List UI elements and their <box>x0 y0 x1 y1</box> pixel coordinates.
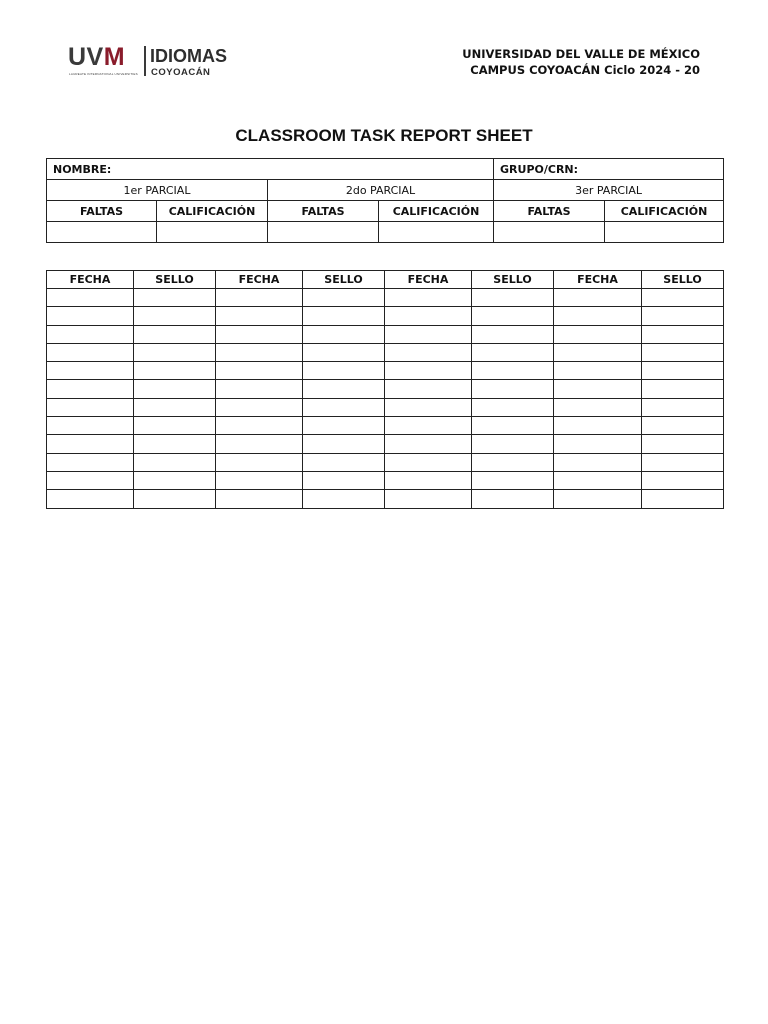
table-row <box>47 435 724 453</box>
fecha-cell[interactable] <box>554 362 642 380</box>
faltas-header: FALTAS <box>47 201 157 222</box>
calificacion-1-cell[interactable] <box>157 222 268 243</box>
fecha-cell[interactable] <box>216 325 303 343</box>
fecha-cell[interactable] <box>385 325 472 343</box>
table-row <box>47 343 724 361</box>
sello-cell[interactable] <box>472 417 554 435</box>
fecha-cell[interactable] <box>47 453 134 471</box>
logo-idiomas-text: IDIOMAS <box>150 46 228 66</box>
fecha-cell[interactable] <box>385 417 472 435</box>
university-header <box>462 46 700 78</box>
calificacion-header: CALIFICACIÓN <box>379 201 494 222</box>
fecha-cell[interactable] <box>385 343 472 361</box>
sello-header: SELLO <box>303 271 385 289</box>
sello-cell[interactable] <box>303 490 385 508</box>
sello-cell[interactable] <box>303 343 385 361</box>
faltas-header: FALTAS <box>494 201 605 222</box>
sello-cell[interactable] <box>303 435 385 453</box>
sello-cell[interactable] <box>134 343 216 361</box>
fecha-cell[interactable] <box>47 325 134 343</box>
sello-cell[interactable] <box>303 453 385 471</box>
fecha-cell[interactable] <box>216 490 303 508</box>
sello-cell[interactable] <box>134 307 216 325</box>
sello-cell[interactable] <box>303 417 385 435</box>
fecha-cell[interactable] <box>385 453 472 471</box>
fecha-header: FECHA <box>216 271 303 289</box>
student-info-table <box>46 158 724 243</box>
fecha-cell[interactable] <box>554 380 642 398</box>
sello-cell[interactable] <box>472 435 554 453</box>
faltas-header: FALTAS <box>268 201 379 222</box>
fecha-cell[interactable] <box>554 325 642 343</box>
nombre-label: NOMBRE: <box>53 162 112 176</box>
fecha-cell[interactable] <box>47 490 134 508</box>
fecha-cell[interactable] <box>385 380 472 398</box>
table-row <box>47 471 724 489</box>
calificacion-3-cell[interactable] <box>605 222 724 243</box>
sello-cell[interactable] <box>134 362 216 380</box>
sello-header: SELLO <box>472 271 554 289</box>
table-row <box>47 307 724 325</box>
sello-cell[interactable] <box>472 325 554 343</box>
fecha-cell[interactable] <box>216 398 303 416</box>
fecha-cell[interactable] <box>47 343 134 361</box>
sello-cell[interactable] <box>472 343 554 361</box>
fecha-cell[interactable] <box>554 417 642 435</box>
fecha-cell[interactable] <box>554 471 642 489</box>
page-title: CLASSROOM TASK REPORT SHEET <box>235 126 533 145</box>
sello-cell[interactable] <box>642 380 724 398</box>
sello-cell[interactable] <box>134 289 216 307</box>
sello-header: SELLO <box>134 271 216 289</box>
fecha-cell[interactable] <box>385 307 472 325</box>
parcial-1-header: 1er PARCIAL <box>47 180 268 201</box>
fecha-cell[interactable] <box>216 435 303 453</box>
table-row <box>47 398 724 416</box>
sello-cell[interactable] <box>472 307 554 325</box>
logo-uvm-text: UVM <box>68 43 126 71</box>
sello-cell[interactable] <box>472 289 554 307</box>
table-row <box>47 289 724 307</box>
sello-cell[interactable] <box>303 307 385 325</box>
sello-cell[interactable] <box>642 417 724 435</box>
fecha-cell[interactable] <box>216 343 303 361</box>
fecha-cell[interactable] <box>216 289 303 307</box>
sello-cell[interactable] <box>134 471 216 489</box>
faltas-1-cell[interactable] <box>47 222 157 243</box>
fecha-cell[interactable] <box>47 380 134 398</box>
faltas-2-cell[interactable] <box>268 222 379 243</box>
fecha-cell[interactable] <box>554 289 642 307</box>
sello-cell[interactable] <box>134 398 216 416</box>
sello-cell[interactable] <box>642 398 724 416</box>
sello-cell[interactable] <box>642 453 724 471</box>
table-row <box>47 222 724 243</box>
sello-cell[interactable] <box>134 325 216 343</box>
fecha-header: FECHA <box>385 271 472 289</box>
sello-cell[interactable] <box>642 343 724 361</box>
fecha-cell[interactable] <box>554 398 642 416</box>
campus-cycle: CAMPUS COYOACÁN Ciclo 2024 - 20 <box>470 63 700 77</box>
grupo-crn-label: GRUPO/CRN: <box>500 162 579 176</box>
stamp-log-table <box>46 270 724 509</box>
fecha-cell[interactable] <box>385 490 472 508</box>
fecha-cell[interactable] <box>385 289 472 307</box>
parcial-3-header: 3er PARCIAL <box>494 180 724 201</box>
fecha-cell[interactable] <box>216 417 303 435</box>
table-row <box>47 201 724 222</box>
sello-cell[interactable] <box>134 490 216 508</box>
fecha-cell[interactable] <box>216 307 303 325</box>
sello-cell[interactable] <box>642 325 724 343</box>
sello-cell[interactable] <box>642 307 724 325</box>
fecha-cell[interactable] <box>216 380 303 398</box>
sello-cell[interactable] <box>303 380 385 398</box>
fecha-cell[interactable] <box>385 362 472 380</box>
fecha-cell[interactable] <box>47 307 134 325</box>
grupo-crn-field[interactable] <box>494 159 724 180</box>
table-row <box>47 417 724 435</box>
fecha-cell[interactable] <box>385 471 472 489</box>
logo-tagline: LAUREATE INTERNATIONAL UNIVERSITIES <box>69 72 138 76</box>
logo-separator <box>144 46 146 76</box>
table-row <box>47 180 724 201</box>
sello-cell[interactable] <box>642 435 724 453</box>
table-row <box>47 159 724 180</box>
fecha-cell[interactable] <box>554 490 642 508</box>
fecha-cell[interactable] <box>47 435 134 453</box>
fecha-cell[interactable] <box>554 435 642 453</box>
sello-cell[interactable] <box>134 417 216 435</box>
fecha-cell[interactable] <box>47 362 134 380</box>
fecha-cell[interactable] <box>216 362 303 380</box>
sello-cell[interactable] <box>134 453 216 471</box>
university-name: UNIVERSIDAD DEL VALLE DE MÉXICO <box>462 47 700 61</box>
fecha-cell[interactable] <box>47 417 134 435</box>
fecha-cell[interactable] <box>554 307 642 325</box>
sello-cell[interactable] <box>642 362 724 380</box>
fecha-cell[interactable] <box>47 289 134 307</box>
calificacion-header: CALIFICACIÓN <box>605 201 724 222</box>
parcial-2-header: 2do PARCIAL <box>268 180 494 201</box>
sello-cell[interactable] <box>472 471 554 489</box>
sello-cell[interactable] <box>134 435 216 453</box>
sello-cell[interactable] <box>303 325 385 343</box>
sello-cell[interactable] <box>472 398 554 416</box>
fecha-cell[interactable] <box>47 398 134 416</box>
sello-cell[interactable] <box>134 380 216 398</box>
table-row <box>47 490 724 508</box>
sello-cell[interactable] <box>472 453 554 471</box>
fecha-cell[interactable] <box>385 398 472 416</box>
sello-cell[interactable] <box>642 490 724 508</box>
sello-cell[interactable] <box>642 289 724 307</box>
sello-cell[interactable] <box>303 398 385 416</box>
sello-cell[interactable] <box>303 362 385 380</box>
calificacion-2-cell[interactable] <box>379 222 494 243</box>
fecha-cell[interactable] <box>385 435 472 453</box>
calificacion-header: CALIFICACIÓN <box>157 201 268 222</box>
fecha-cell[interactable] <box>216 471 303 489</box>
sello-header: SELLO <box>642 271 724 289</box>
sello-cell[interactable] <box>303 289 385 307</box>
faltas-3-cell[interactable] <box>494 222 605 243</box>
sello-cell[interactable] <box>303 471 385 489</box>
fecha-header: FECHA <box>554 271 642 289</box>
sello-cell[interactable] <box>642 471 724 489</box>
uvm-idiomas-logo <box>68 44 228 78</box>
sello-cell[interactable] <box>472 380 554 398</box>
fecha-cell[interactable] <box>554 343 642 361</box>
table-header-row <box>47 271 724 289</box>
sello-cell[interactable] <box>472 362 554 380</box>
nombre-field[interactable] <box>47 159 494 180</box>
fecha-header: FECHA <box>47 271 134 289</box>
table-row <box>47 453 724 471</box>
table-row <box>47 380 724 398</box>
fecha-cell[interactable] <box>216 453 303 471</box>
table-row <box>47 325 724 343</box>
fecha-cell[interactable] <box>554 453 642 471</box>
sello-cell[interactable] <box>472 490 554 508</box>
logo-campus-text: COYOACÁN <box>151 67 211 78</box>
fecha-cell[interactable] <box>47 471 134 489</box>
table-row <box>47 362 724 380</box>
